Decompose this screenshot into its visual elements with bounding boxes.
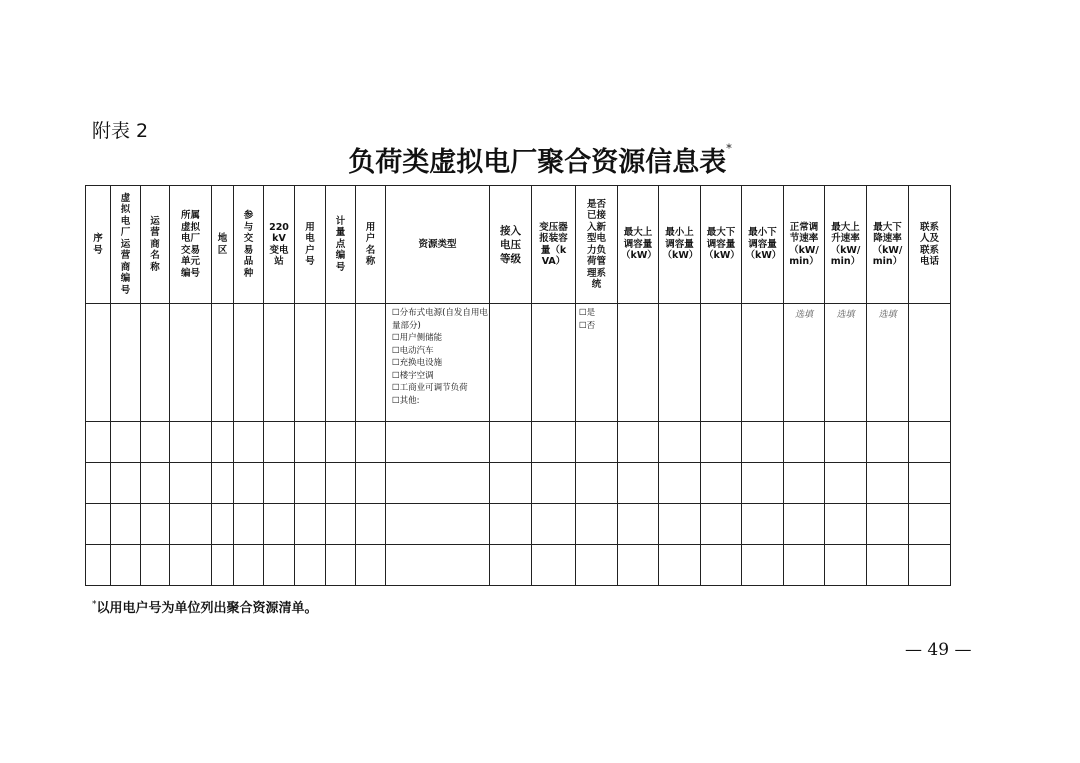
table-cell[interactable]	[326, 545, 356, 586]
header-cell: 运营商名称	[141, 186, 170, 304]
header-cell: 最大下调容量（kW）	[701, 186, 742, 304]
table-cell[interactable]	[701, 304, 742, 422]
table-cell[interactable]	[532, 504, 576, 545]
table-cell[interactable]	[909, 504, 951, 545]
table-cell[interactable]	[326, 504, 356, 545]
table-cell[interactable]	[111, 463, 141, 504]
table-cell[interactable]	[212, 304, 234, 422]
table-cell[interactable]	[386, 422, 490, 463]
optional-hint: 选填	[878, 310, 897, 320]
table-cell[interactable]	[234, 545, 264, 586]
table-row	[86, 545, 951, 586]
footnote-text: 以用电户号为单位列出聚合资源清单。	[96, 601, 318, 616]
table-cell[interactable]	[264, 463, 295, 504]
header-row	[86, 186, 951, 304]
optional-hint: 选填	[794, 310, 813, 320]
table-cell[interactable]	[742, 545, 784, 586]
table-cell[interactable]	[212, 504, 234, 545]
header-cell: 变压器报装容量（kVA）	[532, 186, 576, 304]
header-cell: 接入电压等级	[490, 186, 532, 304]
table-cell[interactable]	[490, 304, 532, 422]
table-cell[interactable]	[141, 545, 170, 586]
header-cell: 最大上升速率（kW/min）	[825, 186, 867, 304]
table-cell[interactable]	[356, 422, 386, 463]
table-cell[interactable]	[234, 304, 264, 422]
table-cell[interactable]	[701, 463, 742, 504]
table-cell[interactable]	[86, 504, 111, 545]
header-cell: 最大上调容量（kW）	[618, 186, 659, 304]
table-cell[interactable]	[234, 422, 264, 463]
header-cell: 用电户号	[295, 186, 326, 304]
table-cell[interactable]	[618, 504, 659, 545]
resource-option[interactable]: ☐楼宇空调	[392, 370, 434, 381]
table-cell[interactable]	[386, 545, 490, 586]
table-cell[interactable]	[742, 504, 784, 545]
table-cell[interactable]	[701, 545, 742, 586]
table-cell[interactable]	[86, 545, 111, 586]
table-cell[interactable]	[295, 422, 326, 463]
table-cell[interactable]	[86, 304, 111, 422]
resource-option[interactable]: ☐充换电设施	[392, 358, 443, 368]
table-cell[interactable]	[326, 304, 356, 422]
table-cell[interactable]	[86, 463, 111, 504]
table-cell[interactable]	[618, 545, 659, 586]
table-cell[interactable]	[326, 422, 356, 463]
table-cell[interactable]	[356, 504, 386, 545]
table-cell[interactable]	[659, 422, 701, 463]
table-cell[interactable]	[825, 545, 867, 586]
table-cell[interactable]	[576, 504, 618, 545]
header-cell: 220kV变电站	[264, 186, 295, 304]
resource-option[interactable]: ☐工商业可调节负荷	[392, 383, 468, 393]
table-cell[interactable]	[141, 422, 170, 463]
table-cell[interactable]	[532, 422, 576, 463]
table-cell[interactable]	[264, 304, 295, 422]
header-cell: 计量点编号	[326, 186, 356, 304]
table-row	[86, 422, 951, 463]
table-cell[interactable]	[659, 463, 701, 504]
table-cell[interactable]	[386, 463, 490, 504]
table-cell[interactable]	[909, 422, 951, 463]
table-cell[interactable]	[490, 463, 532, 504]
table-cell[interactable]	[909, 463, 951, 504]
header-cell: 用户名称	[356, 186, 386, 304]
table-cell[interactable]	[909, 545, 951, 586]
header-cell: 最小下调容量（kW）	[742, 186, 784, 304]
table-cell[interactable]	[867, 504, 909, 545]
header-cell: 虚拟电厂运营商编号	[111, 186, 141, 304]
table-cell[interactable]	[141, 463, 170, 504]
table-cell[interactable]	[701, 422, 742, 463]
yes-option[interactable]: ☐是	[579, 308, 596, 318]
table-cell[interactable]	[532, 463, 576, 504]
table-cell[interactable]	[825, 504, 867, 545]
table-cell[interactable]	[490, 504, 532, 545]
table-cell[interactable]	[295, 545, 326, 586]
table-cell[interactable]	[295, 304, 326, 422]
table-cell[interactable]	[825, 463, 867, 504]
table-cell[interactable]	[386, 504, 490, 545]
table-cell[interactable]	[825, 422, 867, 463]
table-cell[interactable]	[659, 304, 701, 422]
table-cell[interactable]	[356, 463, 386, 504]
optional-cell[interactable]	[784, 304, 825, 422]
table-cell[interactable]	[742, 304, 784, 422]
table-row	[86, 504, 951, 545]
table-cell[interactable]	[212, 545, 234, 586]
table-cell[interactable]	[86, 422, 111, 463]
page-number: — 49 —	[905, 640, 972, 660]
table-cell[interactable]	[909, 304, 951, 422]
title-footnote-mark: *	[726, 142, 732, 155]
table-cell[interactable]	[234, 504, 264, 545]
table-cell[interactable]	[576, 422, 618, 463]
header-cell: 资源类型	[386, 186, 490, 304]
table-cell[interactable]	[742, 463, 784, 504]
table-cell[interactable]	[111, 504, 141, 545]
table-cell[interactable]	[295, 463, 326, 504]
table-cell[interactable]	[701, 504, 742, 545]
header-cell: 是否已接入新型电力负荷管理系统	[576, 186, 618, 304]
table-cell[interactable]	[490, 545, 532, 586]
no-option[interactable]: ☐否	[579, 320, 596, 331]
page-title	[0, 140, 1080, 179]
table-cell[interactable]	[784, 422, 825, 463]
table-cell[interactable]	[212, 463, 234, 504]
header-cell: 正常调节速率（kW/min）	[784, 186, 825, 304]
table-cell[interactable]	[576, 463, 618, 504]
table-cell[interactable]	[867, 463, 909, 504]
table-cell[interactable]	[618, 463, 659, 504]
table-cell[interactable]	[659, 504, 701, 545]
header-cell: 地区	[212, 186, 234, 304]
table-cell[interactable]	[111, 422, 141, 463]
table-cell[interactable]	[264, 545, 295, 586]
table-row	[86, 304, 951, 422]
header-cell: 最大下降速率（kW/min）	[867, 186, 909, 304]
optional-hint: 选填	[836, 310, 855, 320]
table-cell[interactable]	[170, 304, 212, 422]
resource-option[interactable]: ☐分布式电源(自发自用电量部分)	[392, 308, 488, 331]
table-cell[interactable]	[295, 504, 326, 545]
optional-cell[interactable]	[825, 304, 867, 422]
table-cell[interactable]	[170, 545, 212, 586]
table-cell[interactable]	[170, 463, 212, 504]
table-cell[interactable]	[576, 545, 618, 586]
table-cell[interactable]	[356, 304, 386, 422]
resource-option[interactable]: ☐电动汽车	[392, 345, 434, 356]
attachment-label: 附表 2	[92, 120, 149, 142]
resource-type-cell	[386, 304, 490, 422]
table-cell[interactable]	[170, 504, 212, 545]
table-cell[interactable]	[618, 304, 659, 422]
table-cell[interactable]	[784, 545, 825, 586]
title-text: 负荷类虚拟电厂聚合资源信息表	[348, 147, 727, 178]
resource-option[interactable]: ☐其他:	[392, 395, 420, 406]
table-cell[interactable]	[111, 545, 141, 586]
header-cell: 所属虚拟电厂交易单元编号	[170, 186, 212, 304]
table-cell[interactable]	[867, 422, 909, 463]
table-cell[interactable]	[264, 422, 295, 463]
yes-no-cell	[576, 304, 618, 422]
table-cell[interactable]	[490, 422, 532, 463]
table-cell[interactable]	[141, 504, 170, 545]
table-cell[interactable]	[212, 422, 234, 463]
footnote	[92, 597, 318, 616]
resource-option[interactable]: ☐用户侧储能	[392, 333, 443, 343]
table-cell[interactable]	[784, 504, 825, 545]
table-cell[interactable]	[867, 545, 909, 586]
table-row	[86, 463, 951, 504]
table-cell[interactable]	[618, 422, 659, 463]
table-cell[interactable]	[111, 304, 141, 422]
table-cell[interactable]	[264, 504, 295, 545]
header-cell: 序号	[86, 186, 111, 304]
optional-cell[interactable]	[867, 304, 909, 422]
table-cell[interactable]	[326, 463, 356, 504]
table-cell[interactable]	[532, 545, 576, 586]
table-cell[interactable]	[784, 463, 825, 504]
table-cell[interactable]	[742, 422, 784, 463]
header-cell: 参与交易品种	[234, 186, 264, 304]
table-cell[interactable]	[356, 545, 386, 586]
table-cell[interactable]	[234, 463, 264, 504]
table-cell[interactable]	[141, 304, 170, 422]
table-cell[interactable]	[532, 304, 576, 422]
resource-info-table	[85, 185, 951, 586]
table-cell[interactable]	[170, 422, 212, 463]
table-cell[interactable]	[659, 545, 701, 586]
footnote-mark: *	[92, 599, 97, 610]
header-cell: 最小上调容量（kW）	[659, 186, 701, 304]
header-cell: 联系人及联系电话	[909, 186, 951, 304]
